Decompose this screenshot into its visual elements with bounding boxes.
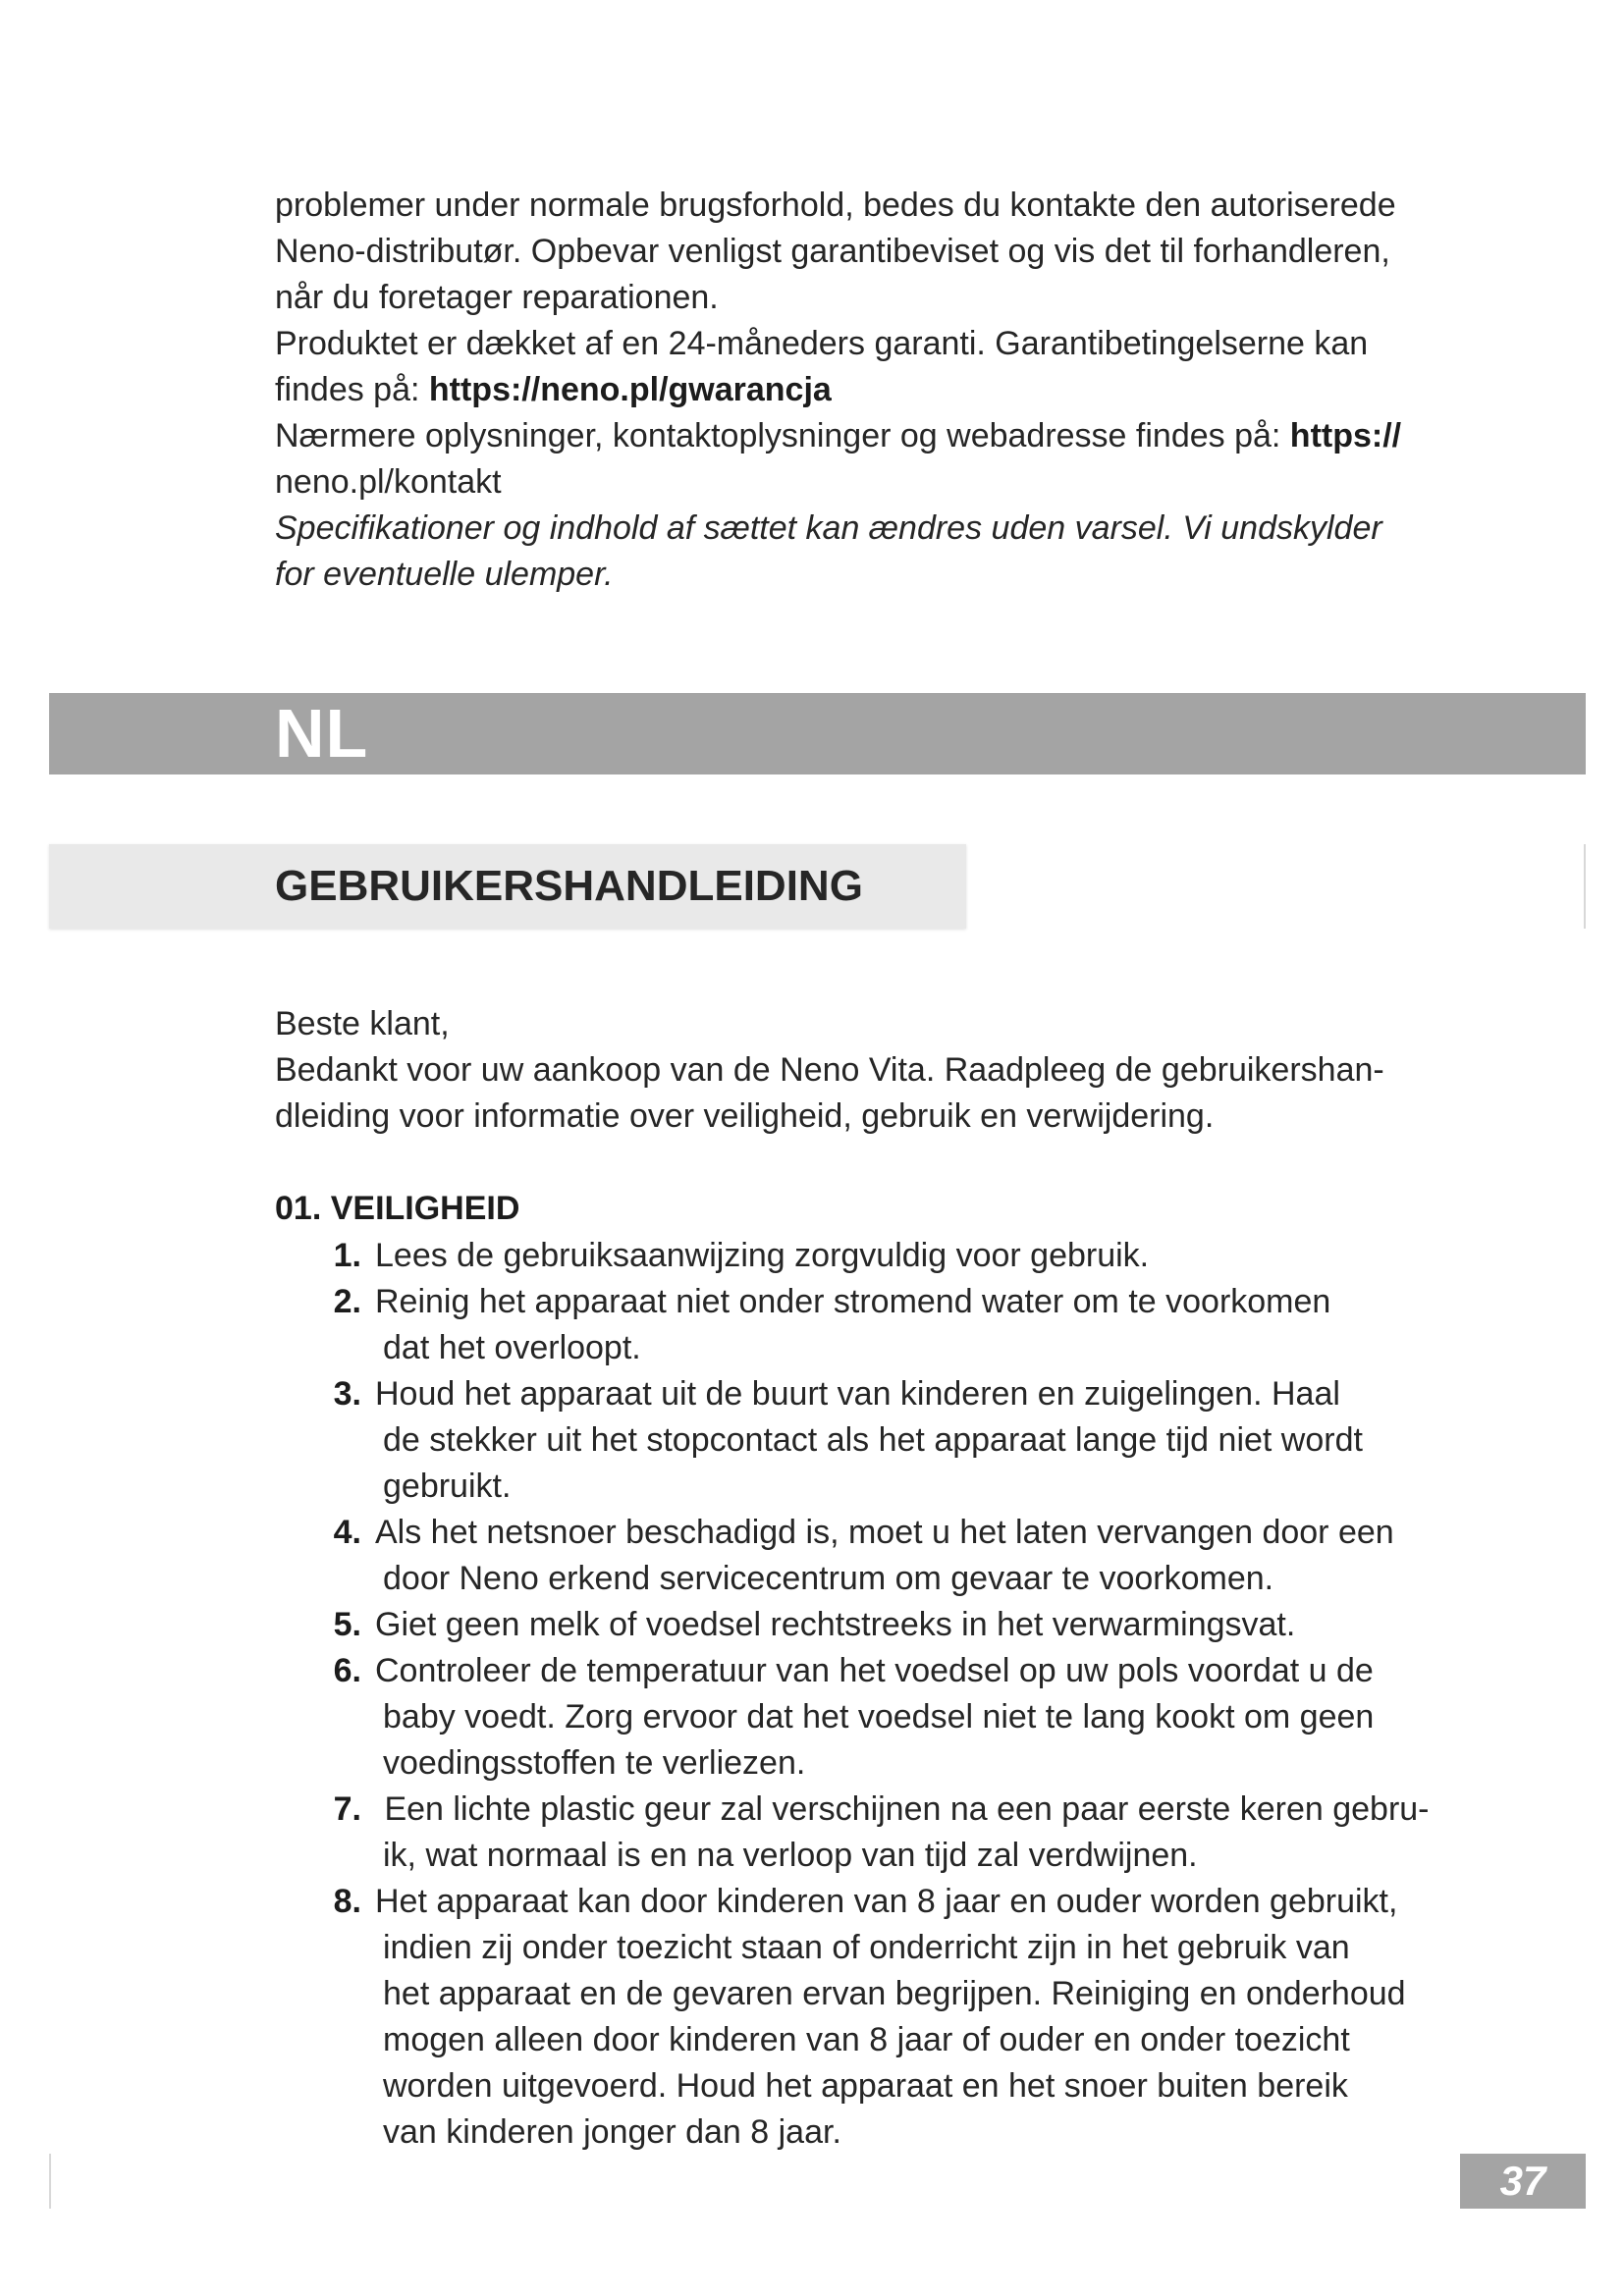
greeting-paragraph [275,1001,1492,1140]
intro-line: Neno-distributør. Opbevar venligst garantibeviset og vis det til forhandleren, [275,233,1390,270]
list-item-continuation: van kinderen jonger dan 8 jaar. [383,2113,841,2151]
list-item-text: Een lichte plastic geur zal verschijnen na een paar eerste keren gebru- [375,1790,1430,1828]
list-item [275,1371,1532,1510]
list-item-number: 5. [333,1606,361,1643]
safety-list [275,1233,1532,2156]
list-item-first-line [275,1233,1532,1279]
greeting-line: Bedankt voor uw aankoop van de Neno Vita. Raadpleeg de gebruikershan- [275,1051,1384,1089]
safety-heading: 01. VEILIGHEID [275,1190,520,1227]
list-item-continuation: de stekker uit het stopcontact als het apparaat lange tijd niet wordt [383,1421,1363,1459]
list-item-continuation: mogen alleen door kinderen van 8 jaar of ouder en onder toezicht [383,2021,1350,2058]
language-code: NL [275,695,369,772]
list-item-number: 4. [333,1514,361,1551]
warranty-line [275,367,1492,413]
list-item-first-line [275,1648,1532,1694]
list-item-number: 8. [333,1883,361,1920]
list-item-text: Lees de gebruiksaanwijzing zorgvuldig voor gebruik. [375,1237,1150,1274]
list-item [275,1602,1532,1648]
list-item-continuation: baby voedt. Zorg ervoor dat het voedsel niet te lang kookt om geen [383,1698,1375,1735]
contact-link-end[interactable]: neno.pl/kontakt [275,463,502,501]
list-item-continuation: het apparaat en de gevaren ervan begrijpen. Reiniging en onderhoud [383,1975,1406,2012]
list-item-first-line [275,1787,1532,1833]
disclaimer-line: Specifikationer og indhold af sættet kan ændres uden varsel. Vi undskylder [275,509,1382,547]
list-item-text: Houd het apparaat uit de buurt van kinderen en zuigelingen. Haal [375,1375,1340,1413]
list-item [275,1648,1532,1787]
list-item-continuation: dat het overloopt. [383,1329,641,1366]
list-item-number: 1. [333,1237,361,1274]
list-item-continuation: door Neno erkend servicecentrum om gevaar te voorkomen. [383,1560,1274,1597]
list-item [275,1510,1532,1602]
list-item-number: 7. [333,1790,361,1828]
page-edge-line [1584,844,1586,929]
intro-line: Produktet er dækket af en 24-måneders garanti. Garantibetingelserne kan [275,325,1369,362]
list-item-continuation: indien zij onder toezicht staan of onderricht zijn in het gebruik van [383,1929,1350,1966]
list-item-continuation: gebruikt. [383,1468,512,1505]
intro-line: problemer under normale brugsforhold, bedes du kontakte den autoriserede [275,187,1396,224]
warranty-prefix: findes på: [275,371,429,408]
page-number: 37 [1460,2154,1586,2209]
intro-line: når du foretager reparationen. [275,279,719,316]
list-item-text: Giet geen melk of voedsel rechtstreeks in het verwarmingsvat. [375,1606,1296,1643]
intro-paragraph [275,183,1492,598]
list-item-first-line [275,1279,1532,1325]
list-item-continuation: worden uitgevoerd. Houd het apparaat en het snoer buiten bereik [383,2067,1348,2105]
list-item [275,1879,1532,2156]
contact-prefix: Nærmere oplysninger, kontaktoplysninger og webadresse findes på: [275,417,1290,454]
contact-link-start[interactable]: https:// [1289,417,1402,454]
list-item-first-line [275,1879,1532,1925]
list-item-number: 6. [333,1652,361,1689]
list-item-continuation: voedingsstoffen te verliezen. [383,1744,806,1782]
list-item [275,1233,1532,1279]
list-item-first-line [275,1602,1532,1648]
manual-title: GEBRUIKERSHANDLEIDING [275,862,863,910]
salutation: Beste klant, [275,1005,450,1042]
disclaimer-line: for eventuelle ulemper. [275,556,614,593]
list-item-continuation: ik, wat normaal is en na verloop van tijd zal verdwijnen. [383,1837,1198,1874]
list-item-text: Het apparaat kan door kinderen van 8 jaar en ouder worden gebruikt, [375,1883,1398,1920]
list-item-first-line [275,1510,1532,1556]
list-item-text: Reinig het apparaat niet onder stromend water om te voorkomen [375,1283,1331,1320]
page-edge-line [49,2154,51,2209]
contact-line [275,413,1492,459]
list-item-text: Als het netsnoer beschadigd is, moet u het laten vervangen door een [375,1514,1394,1551]
list-item [275,1787,1532,1879]
list-item-text: Controleer de temperatuur van het voedsel op uw pols voordat u de [375,1652,1374,1689]
list-item-number: 3. [333,1375,361,1413]
greeting-line: dleiding voor informatie over veiligheid, gebruik en verwijdering. [275,1097,1215,1135]
list-item [275,1279,1532,1371]
list-item-number: 2. [333,1283,361,1320]
warranty-link[interactable]: https://neno.pl/gwarancja [428,371,832,408]
list-item-first-line [275,1371,1532,1417]
